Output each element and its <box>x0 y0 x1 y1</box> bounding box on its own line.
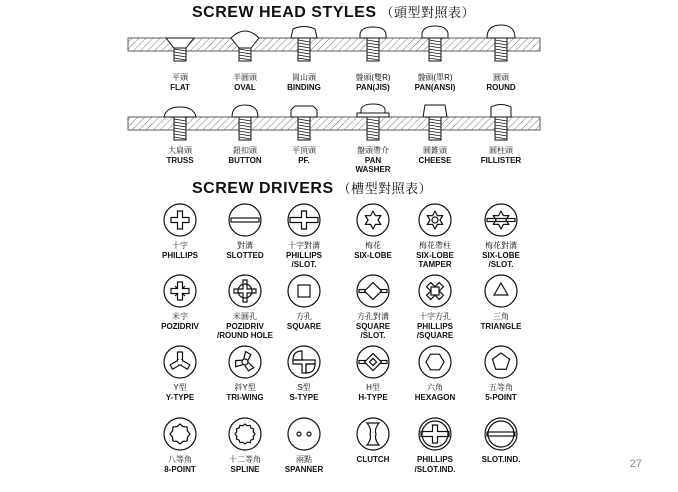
slotted-icon <box>229 204 261 236</box>
clutch-icon <box>357 418 389 450</box>
flat-head-label-en: FLAT <box>170 82 190 92</box>
pozidriv-label-en: POZIDRIV <box>161 321 199 331</box>
six-lobe-slot-label <box>459 241 543 270</box>
phillips-icon <box>164 204 196 236</box>
h-type-label-zh: H型 <box>366 383 380 392</box>
phillips-slot-label-en: PHILLIPS /SLOT. <box>285 250 322 269</box>
8-point-label-zh: 八等角 <box>168 455 192 464</box>
slot-ind-label-en: SLOT.IND. <box>481 455 521 464</box>
triangle-icon <box>485 275 517 307</box>
pf-head-label-en: PF. <box>298 155 310 165</box>
flat-head-label-zh: 平頭 <box>172 73 188 82</box>
hexagon-label-zh: 六角 <box>427 383 443 392</box>
six-lobe-icon <box>357 204 389 236</box>
phillips-slot-icon <box>288 204 320 236</box>
hexagon-label-en: HEXAGON <box>414 392 456 402</box>
s-type-label-en: S-TYPE <box>289 392 319 402</box>
six-lobe-slot-label-en: SIX-LOBE /SLOT. <box>482 250 520 269</box>
triangle-label-en: TRIANGLE <box>480 321 522 331</box>
cheese-head-label-en: CHEESE <box>418 155 452 165</box>
pozidriv-round-hole-label-zh: 米圓孔 <box>233 312 257 321</box>
spanner-label-zh: 兩點 <box>296 455 312 464</box>
phillips-square-icon <box>419 275 451 307</box>
six-lobe-label-zh: 梅花 <box>365 241 381 250</box>
phillips-slot-label-zh: 十字對溝 <box>288 241 320 250</box>
spline-icon <box>229 418 261 450</box>
square-slot-label-en: SQUARE /SLOT. <box>355 321 391 340</box>
pan-jis-head-label-en: PAN(JIS) <box>356 82 390 92</box>
button-head-label-en: BUTTON <box>228 155 262 165</box>
8-point-label-en: 8-POINT <box>164 464 196 474</box>
pf-head-label-zh: 平頂頭 <box>292 146 316 155</box>
hexagon-icon <box>419 346 451 378</box>
binding-head-label-en: BINDING <box>287 82 321 92</box>
cheese-head-label-zh: 圓錐頭 <box>423 146 447 155</box>
fillister-head-label <box>459 146 543 165</box>
y-type-label-zh: Y型 <box>173 383 187 392</box>
phillips-label-zh: 十字 <box>172 241 188 250</box>
square-slot-label-zh: 方孔對溝 <box>357 312 389 321</box>
s-type-label-zh: S型 <box>297 383 311 392</box>
oval-head-label-en: OVAL <box>234 82 256 92</box>
slotted-label-zh: 對溝 <box>237 241 253 250</box>
triangle-label-zh: 三角 <box>493 312 509 321</box>
round-head-label-zh: 圓頭 <box>493 73 509 82</box>
5-point-icon <box>485 346 517 378</box>
truss-head-label-zh: 大扁頭 <box>168 146 192 155</box>
pan-ansi-head-label-zh: 盤頭(單R) <box>417 73 453 82</box>
pozidriv-label-zh: 米字 <box>172 312 188 321</box>
phillips-square-label-en: PHILLIPS /SQUARE <box>416 321 454 340</box>
plate-row2 <box>128 117 540 130</box>
phillips-slot-ind-label-en: PHILLIPS /SLOT.IND. <box>414 455 456 474</box>
slot-ind-label <box>459 455 543 465</box>
pozidriv-round-hole-label-en: POZIDRIV /ROUND HOLE <box>217 321 273 340</box>
square-label-en: SQUARE <box>286 321 322 331</box>
pan-jis-head-label-zh: 盤頭(雙R) <box>355 73 391 82</box>
spanner-icon <box>288 418 320 450</box>
square-icon <box>288 275 320 307</box>
8-point-icon <box>164 418 196 450</box>
5-point-label-en: 5-POINT <box>485 392 517 402</box>
square-label-zh: 方孔 <box>296 312 312 321</box>
six-lobe-slot-label-zh: 梅花對溝 <box>485 241 517 250</box>
round-head-label <box>459 73 543 92</box>
5-point-label-zh: 五等角 <box>489 383 513 392</box>
phillips-square-label-zh: 十字方孔 <box>419 312 451 321</box>
fillister-head-label-en: FILLISTER <box>480 155 522 165</box>
spline-label-en: SPLINE <box>230 464 260 474</box>
pozidriv-icon <box>164 275 196 307</box>
six-lobe-slot-icon <box>485 204 517 236</box>
tri-wing-icon <box>229 346 261 378</box>
heads-title-zh: （頭型對照表） <box>380 5 476 20</box>
slot-ind-icon <box>485 418 517 450</box>
six-lobe-label-en: SIX-LOBE <box>354 250 392 260</box>
pan-ansi-head-label-en: PAN(ANSI) <box>414 82 456 92</box>
h-type-icon <box>357 346 389 378</box>
drivers-title-zh: （槽型對照表） <box>337 181 433 196</box>
phillips-label-en: PHILLIPS <box>161 250 198 260</box>
truss-head-label-en: TRUSS <box>166 155 194 165</box>
clutch-label-en: CLUTCH <box>356 455 390 464</box>
six-lobe-tamper-label-zh: 梅花帶柱 <box>419 241 451 250</box>
round-head-label-en: ROUND <box>486 82 516 92</box>
spanner-label-en: SPANNER <box>284 464 324 474</box>
phillips-slot-ind-icon <box>419 418 451 450</box>
button-head-label-zh: 鈕扣頭 <box>233 146 257 155</box>
pan-washer-head-label-zh: 盤頭帶介 <box>357 146 389 155</box>
pan-washer-head-label-en: PAN WASHER <box>355 155 391 174</box>
spline-label-zh: 十二等角 <box>229 455 261 464</box>
triangle-label <box>459 312 543 331</box>
y-type-icon <box>164 346 196 378</box>
pozidriv-round-hole-icon <box>229 275 261 307</box>
y-type-label-en: Y-TYPE <box>165 392 195 402</box>
drivers-title-en: SCREW DRIVERS <box>192 180 334 197</box>
tri-wing-label-zh: 斜Y型 <box>234 383 256 392</box>
binding-head-label-zh: 崗山頭 <box>292 73 316 82</box>
oval-head-label-zh: 半圓頭 <box>233 73 257 82</box>
heads-title-en: SCREW HEAD STYLES <box>192 4 377 21</box>
h-type-label-en: H-TYPE <box>358 392 388 402</box>
square-slot-icon <box>357 275 389 307</box>
tri-wing-label-en: TRI-WING <box>226 392 264 402</box>
5-point-label <box>459 383 543 402</box>
s-type-icon <box>288 346 320 378</box>
six-lobe-tamper-icon <box>419 204 451 236</box>
fillister-head-label-zh: 圓柱頭 <box>489 146 513 155</box>
slotted-label-en: SLOTTED <box>226 250 264 260</box>
six-lobe-tamper-label-en: SIX-LOBE TAMPER <box>416 250 454 269</box>
page-number: 27 <box>629 458 642 470</box>
